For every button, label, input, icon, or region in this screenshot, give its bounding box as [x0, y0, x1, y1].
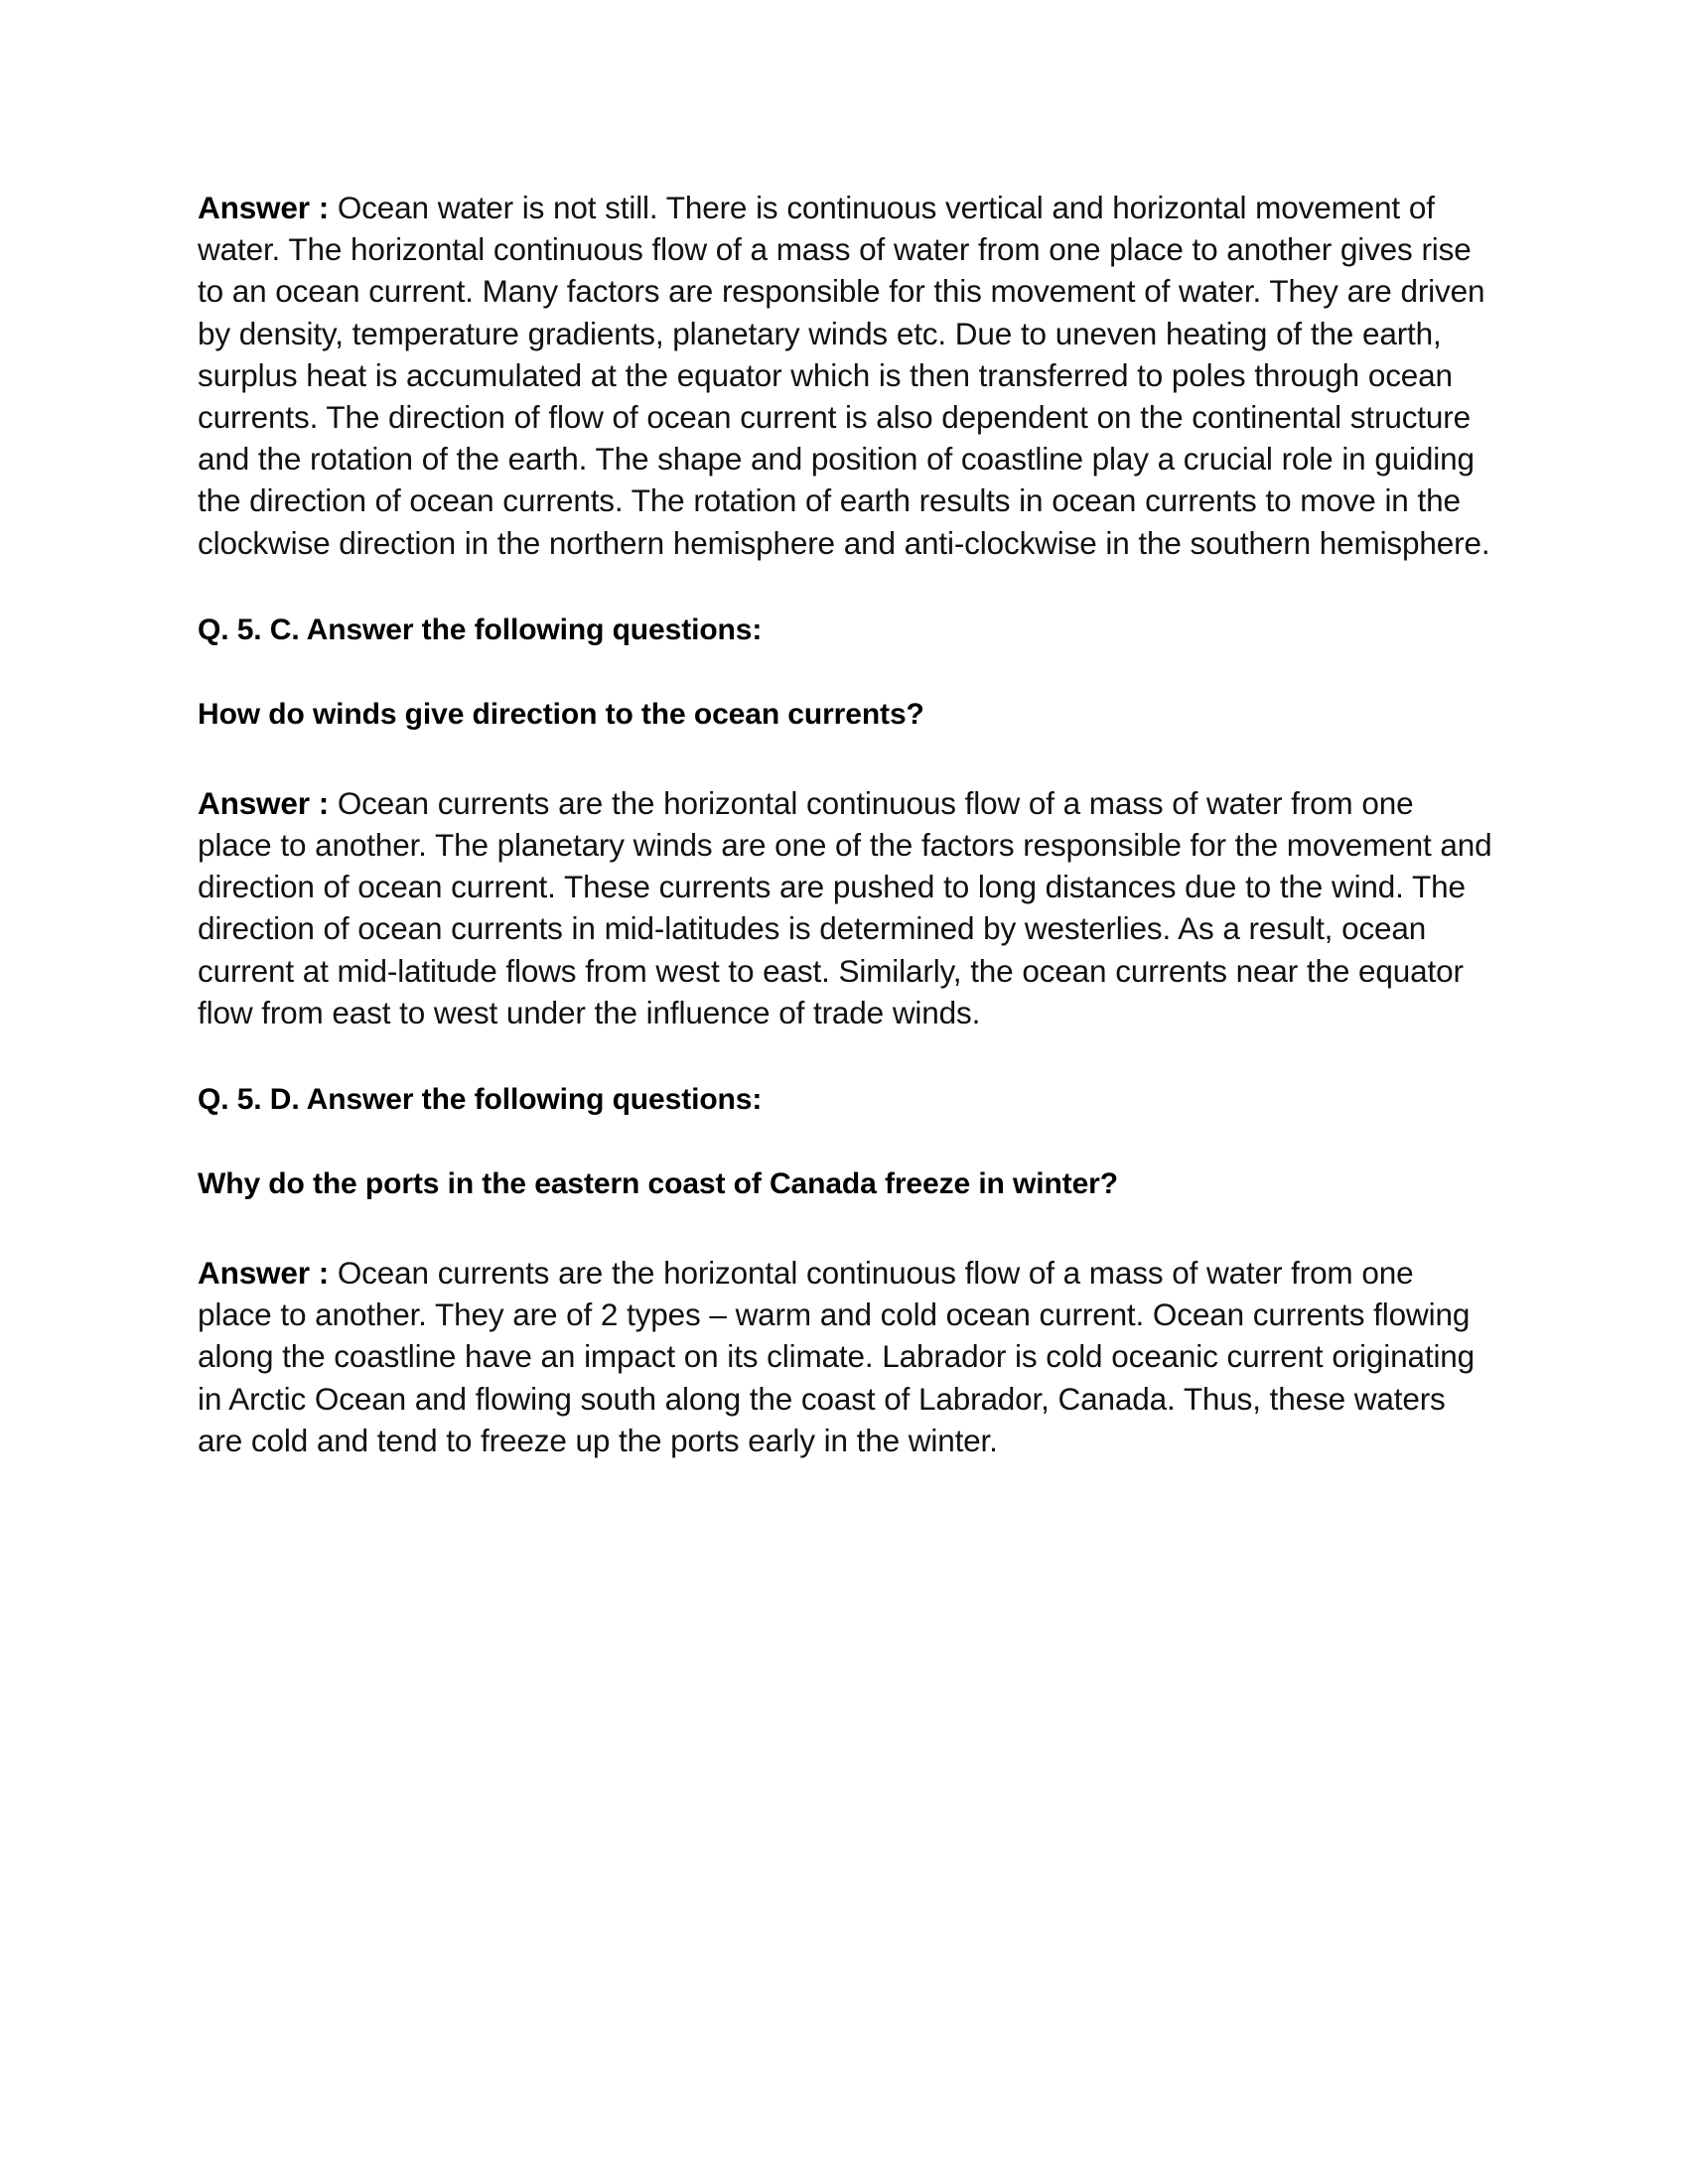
- answer-paragraph-1: [198, 187, 1494, 564]
- section-heading-q5c: Q. 5. C. Answer the following questions:: [198, 613, 763, 646]
- answer-paragraph-3: [198, 1252, 1494, 1461]
- question-text-q5c: How do winds give direction to the ocean currents?: [198, 697, 924, 731]
- section-heading-q5d: Q. 5. D. Answer the following questions:: [198, 1083, 763, 1117]
- answer-label-2: Answer :: [198, 784, 330, 821]
- question-text-q5d: Why do the ports in the eastern coast of Canada freeze in winter?: [198, 1167, 1118, 1201]
- answer-paragraph-2: [198, 782, 1494, 1033]
- answer-label-3: Answer :: [198, 1255, 330, 1292]
- answer-paragraph-2-text: Ocean currents are the horizontal continuous flow of a mass of water from one place to another. The planetary winds are one of the factors responsible for the movement and direction of ocean current. These currents are pushed to long distances due to the wind. The direction of ocean currents in mid-latitudes is determined by westerlies. As a result, ocean current at mid-latitude flows from west to east. Similarly, the ocean currents near the equator flow from east to west under the influence of trade winds.: [198, 784, 1492, 1030]
- answer-paragraph-3-text: Ocean currents are the horizontal continuous flow of a mass of water from one place to another. They are of 2 types – warm and cold ocean current. Ocean currents flowing along the coastline have an impact on its climate. Labrador is cold oceanic current originating in Arctic Ocean and flowing south along the coast of Labrador, Canada. Thus, these waters are cold and tend to freeze up the ports early in the winter.: [198, 1255, 1476, 1458]
- answer-label: Answer :: [198, 190, 330, 225]
- document-content: [198, 187, 1494, 1461]
- answer-paragraph-1-text: Ocean water is not still. There is continuous vertical and horizontal movement of water. The horizontal continuous flow of a mass of water from one place to another gives rise to an ocean current. Many factors are responsible for this movement of water. They are driven by density, temperature gradients, planetary winds etc. Due to uneven heating of the earth, surplus heat is accumulated at the equator which is then transferred to poles through ocean currents. The direction of flow of ocean current is also dependent on the continental structure and the rotation of the earth. The shape and position of coastline play a crucial role in guiding the direction of ocean currents. The rotation of earth results in ocean currents to move in the clockwise direction in the northern hemisphere and anti-clockwise in the southern hemisphere.: [198, 190, 1490, 561]
